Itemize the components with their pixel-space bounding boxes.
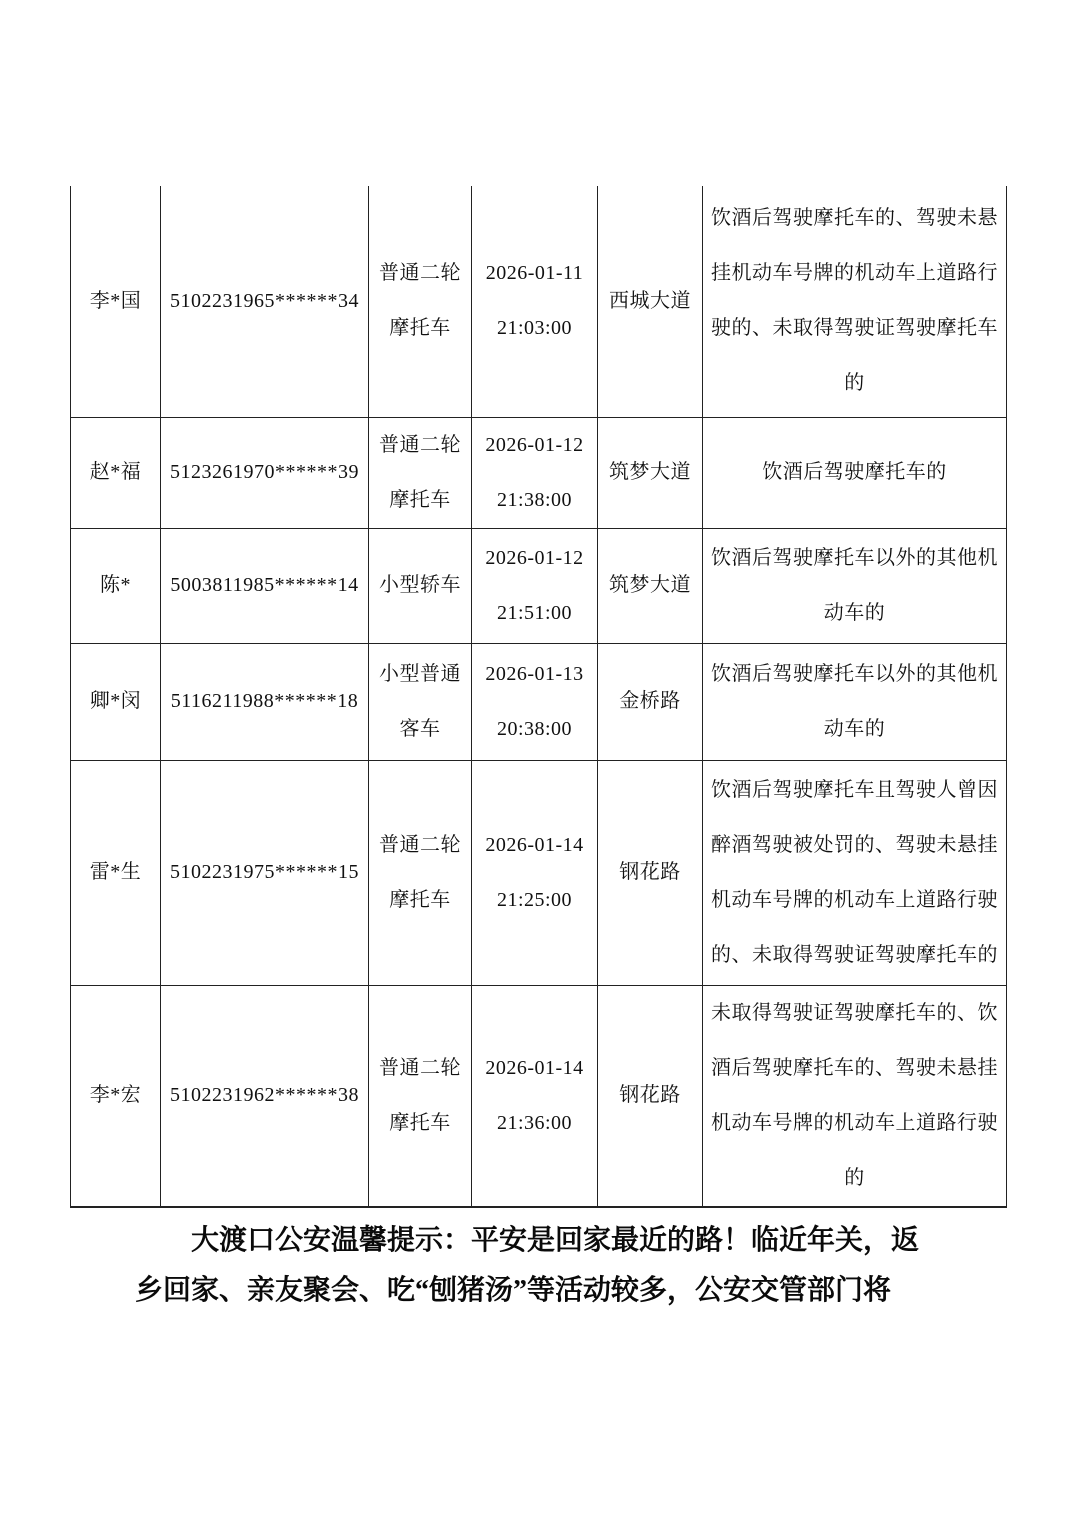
violation-date: 2026-01-14 xyxy=(485,1056,584,1079)
cell-vehicle-type: 普通二轮摩托车 xyxy=(369,760,472,985)
violation-date: 2026-01-12 xyxy=(485,546,584,569)
cell-road-location: 筑梦大道 xyxy=(598,417,703,528)
cell-road-location: 钢花路 xyxy=(598,760,703,985)
footer-line-1: 大渡口公安温馨提示：平安是回家最近的路！临近年关，返 xyxy=(191,1225,920,1256)
cell-violation-behavior: 饮酒后驾驶摩托车以外的其他机动车的 xyxy=(703,643,1007,760)
cell-vehicle-type: 普通二轮摩托车 xyxy=(369,417,472,528)
cell-violation-datetime xyxy=(472,643,598,760)
table-row xyxy=(71,186,1007,417)
cell-driver-name: 陈* xyxy=(71,528,161,643)
cell-violation-datetime xyxy=(472,985,598,1207)
cell-road-location: 钢花路 xyxy=(598,985,703,1207)
violation-time: 20:38:00 xyxy=(496,717,573,740)
violation-time: 21:03:00 xyxy=(496,317,573,340)
cell-id-number: 5102231965******34 xyxy=(161,186,369,417)
table-row xyxy=(71,760,1007,985)
violation-time: 21:36:00 xyxy=(496,1111,573,1134)
violation-time: 21:25:00 xyxy=(496,888,573,911)
cell-violation-behavior: 饮酒后驾驶摩托车的、驾驶未悬挂机动车号牌的机动车上道路行驶的、未取得驾驶证驾驶摩托车的 xyxy=(703,186,1007,417)
cell-driver-name: 李*国 xyxy=(71,186,161,417)
cell-driver-name: 李*宏 xyxy=(71,985,161,1207)
cell-driver-name: 雷*生 xyxy=(71,760,161,985)
cell-violation-datetime xyxy=(472,417,598,528)
cell-id-number: 5003811985******14 xyxy=(161,528,369,643)
cell-driver-name: 卿*闵 xyxy=(71,643,161,760)
violation-date: 2026-01-14 xyxy=(485,833,584,856)
cell-violation-behavior: 饮酒后驾驶摩托车以外的其他机动车的 xyxy=(703,528,1007,643)
violation-table xyxy=(70,186,1007,1208)
violation-date: 2026-01-11 xyxy=(485,262,584,285)
violation-date: 2026-01-13 xyxy=(485,662,584,685)
cell-violation-datetime xyxy=(472,760,598,985)
cell-road-location: 筑梦大道 xyxy=(598,528,703,643)
cell-id-number: 5123261970******39 xyxy=(161,417,369,528)
cell-violation-behavior: 未取得驾驶证驾驶摩托车的、饮酒后驾驶摩托车的、驾驶未悬挂机动车号牌的机动车上道路行驶的 xyxy=(703,985,1007,1207)
table-row xyxy=(71,528,1007,643)
cell-road-location: 金桥路 xyxy=(598,643,703,760)
cell-violation-behavior: 饮酒后驾驶摩托车的 xyxy=(703,417,1007,528)
cell-vehicle-type: 小型普通客车 xyxy=(369,643,472,760)
cell-violation-datetime xyxy=(472,186,598,417)
table-row xyxy=(71,417,1007,528)
cell-vehicle-type: 普通二轮摩托车 xyxy=(369,186,472,417)
table-row xyxy=(71,985,1007,1207)
table-row xyxy=(71,643,1007,760)
cell-driver-name: 赵*福 xyxy=(71,417,161,528)
cell-id-number: 5102231962******38 xyxy=(161,985,369,1207)
cell-violation-behavior: 饮酒后驾驶摩托车且驾驶人曾因醉酒驾驶被处罚的、驾驶未悬挂机动车号牌的机动车上道路行驶的、未取得驾驶证驾驶摩托车的 xyxy=(703,760,1007,985)
violation-time: 21:51:00 xyxy=(496,601,573,624)
cell-violation-datetime xyxy=(472,528,598,643)
cell-vehicle-type: 普通二轮摩托车 xyxy=(369,985,472,1207)
footer-line-2: 乡回家、亲友聚会、吃“刨猪汤”等活动较多，公安交管部门将 xyxy=(135,1275,892,1306)
cell-id-number: 5116211988******18 xyxy=(161,643,369,760)
cell-vehicle-type: 小型轿车 xyxy=(369,528,472,643)
violation-date: 2026-01-12 xyxy=(485,433,584,456)
cell-road-location: 西城大道 xyxy=(598,186,703,417)
cell-id-number: 5102231975******15 xyxy=(161,760,369,985)
violation-time: 21:38:00 xyxy=(496,488,573,511)
footer-notice xyxy=(135,1216,941,1316)
